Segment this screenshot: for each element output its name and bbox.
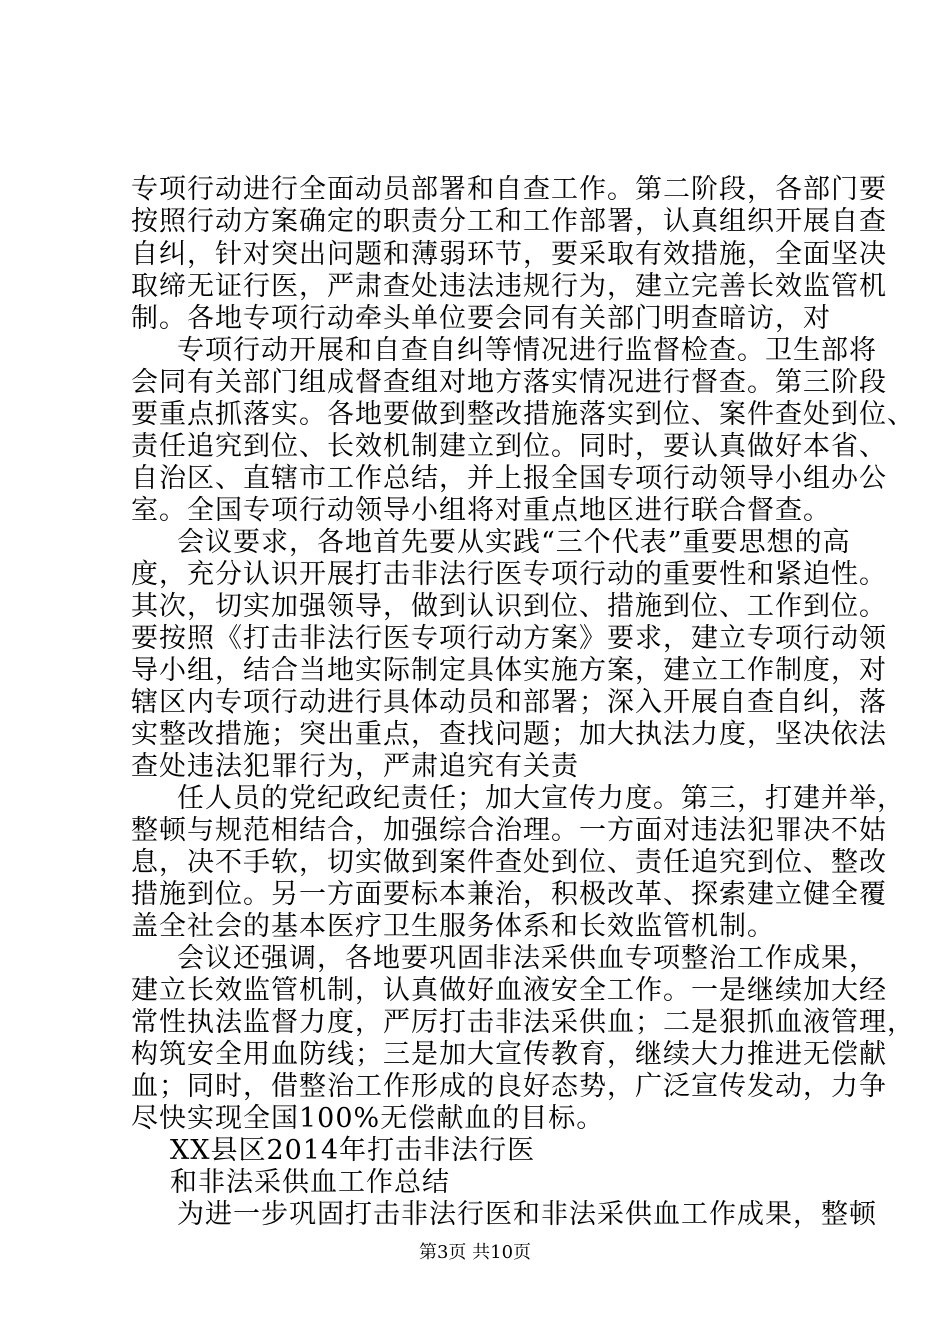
text-line: 责任追究到位、长效机制建立到位。同时，要认真做好本省、 xyxy=(131,431,887,462)
text-line: 血；同时，借整治工作形成的良好态势，广泛宣传发动，力争 xyxy=(131,1071,887,1102)
text-line: 辖区内专项行动进行具体动员和部署；深入开展自查自纠，落 xyxy=(131,687,887,718)
text-line: 措施到位。另一方面要标本兼治，积极改革、探索建立健全覆 xyxy=(131,879,887,910)
text-line: 导小组，结合当地实际制定具体实施方案，建立工作制度，对 xyxy=(131,655,887,686)
text-line: 任人员的党纪政纪责任；加大宣传力度。第三，打建并举， xyxy=(177,783,905,814)
text-line: 为进一步巩固打击非法行医和非法采供血工作成果，整顿 xyxy=(177,1199,877,1230)
page-footer: 第3页 共10页 xyxy=(418,1242,532,1263)
text-line: 常性执法监督力度，严厉打击非法采供血；二是狠抓血液管理， xyxy=(131,1007,915,1038)
text-line: 自治区、直辖市工作总结，并上报全国专项行动领导小组办公 xyxy=(131,463,887,494)
text-line: 会议还强调，各地要巩固非法采供血专项整治工作成果， xyxy=(177,943,877,974)
text-line: 构筑安全用血防线；三是加大宣传教育，继续大力推进无偿献 xyxy=(131,1039,887,1070)
text-line: 专项行动进行全面动员部署和自查工作。第二阶段，各部门要 xyxy=(131,174,887,205)
section-title-line: 和非法采供血工作总结 xyxy=(170,1167,450,1198)
text-line: 取缔无证行医，严肃查处违法违规行为，建立完善长效监管机 xyxy=(131,271,887,302)
text-line: 要重点抓落实。各地要做到整改措施落实到位、案件查处到位、 xyxy=(131,399,915,430)
text-line: 会同有关部门组成督查组对地方落实情况进行督查。第三阶段 xyxy=(131,367,887,398)
text-line: 整顿与规范相结合，加强综合治理。一方面对违法犯罪决不姑 xyxy=(131,815,887,846)
text-line: 盖全社会的基本医疗卫生服务体系和长效监管机制。 xyxy=(131,911,775,942)
text-line: 按照行动方案确定的职责分工和工作部署，认真组织开展自查 xyxy=(131,206,887,237)
text-line: 制。各地专项行动牵头单位要会同有关部门明查暗访，对 xyxy=(131,303,831,334)
text-line: 尽快实现全国100%无偿献血的目标。 xyxy=(131,1103,605,1134)
text-line: 要按照《打击非法行医专项行动方案》要求，建立专项行动领 xyxy=(131,623,887,654)
text-line: 专项行动开展和自查自纠等情况进行监督检查。卫生部将 xyxy=(177,335,877,366)
text-line: 查处违法犯罪行为，严肃追究有关责 xyxy=(131,751,579,782)
text-line: 会议要求，各地首先要从实践“三个代表”重要思想的高 xyxy=(177,527,851,558)
text-line: 室。全国专项行动领导小组将对重点地区进行联合督查。 xyxy=(131,495,831,526)
text-line: 自纠，针对突出问题和薄弱环节，要采取有效措施，全面坚决 xyxy=(131,239,887,270)
text-line: 实整改措施；突出重点，查找问题；加大执法力度，坚决依法 xyxy=(131,719,887,750)
text-line: 其次，切实加强领导，做到认识到位、措施到位、工作到位。 xyxy=(131,591,887,622)
section-title-line: XX县区2014年打击非法行医 xyxy=(170,1135,536,1166)
text-line: 息，决不手软，切实做到案件查处到位、责任追究到位、整改 xyxy=(131,847,887,878)
text-line: 建立长效监管机制，认真做好血液安全工作。一是继续加大经 xyxy=(131,975,887,1006)
text-line: 度，充分认识开展打击非法行医专项行动的重要性和紧迫性。 xyxy=(131,559,887,590)
